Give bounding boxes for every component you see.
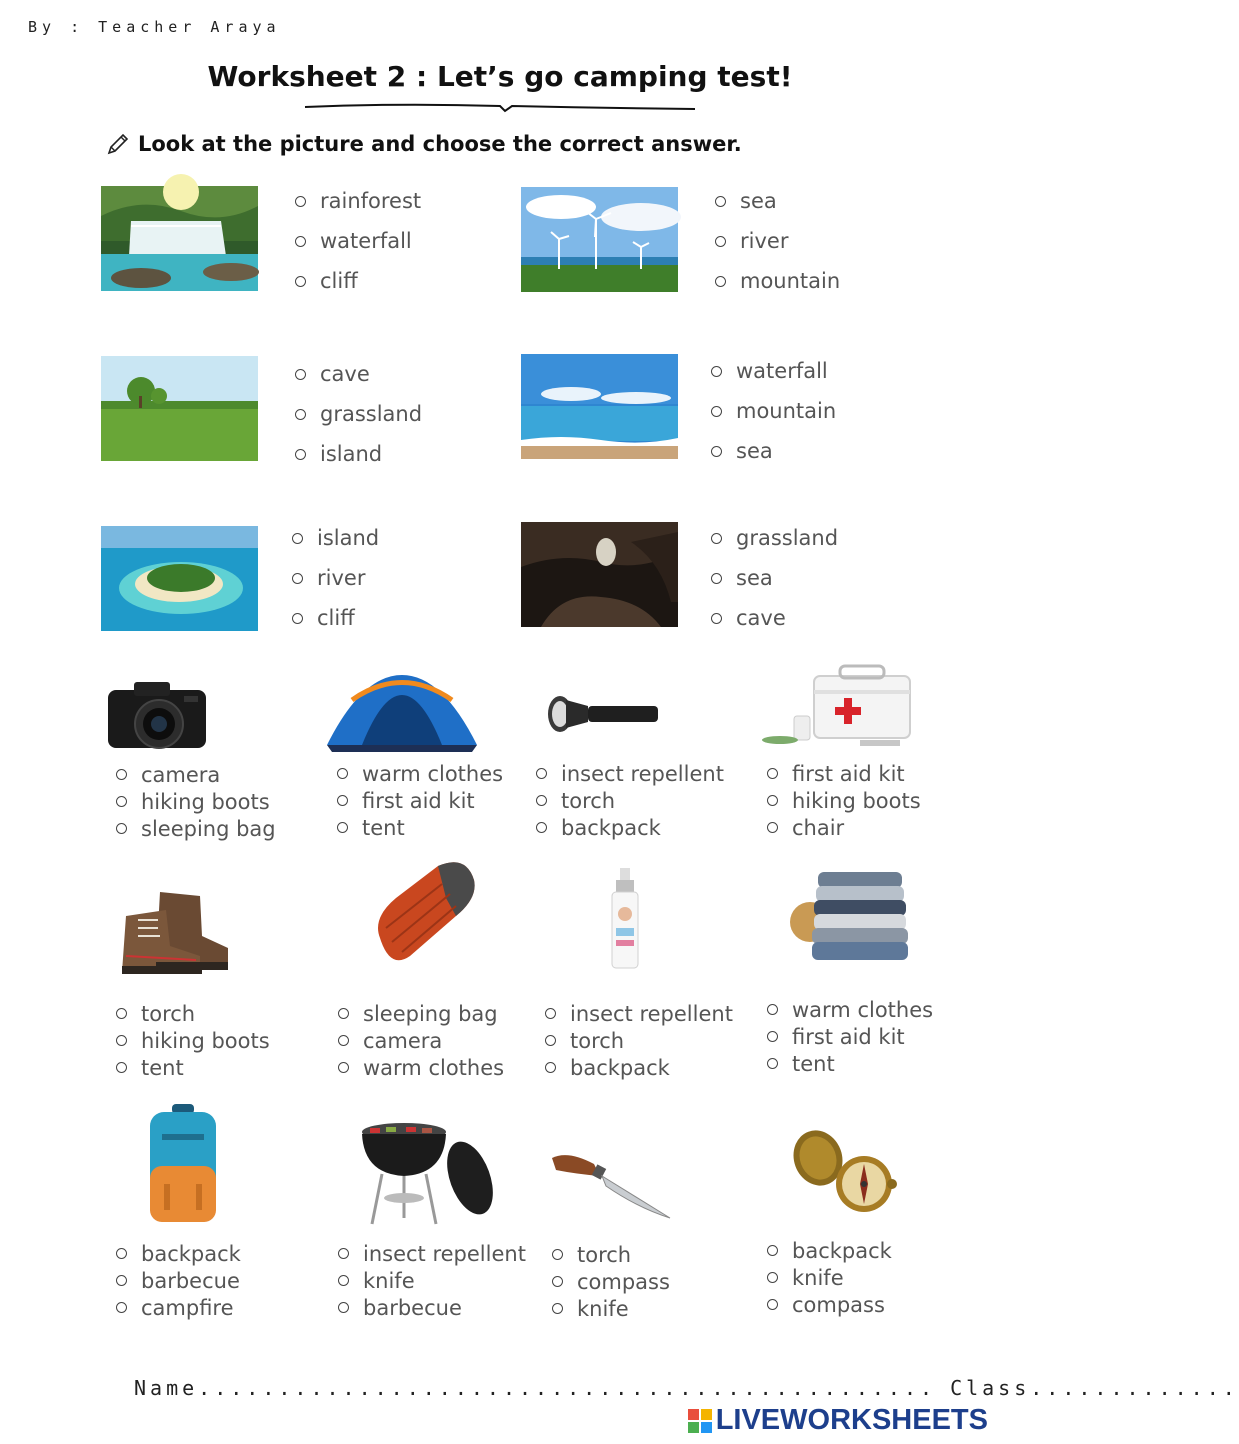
flashlight-picture	[544, 692, 660, 736]
radio-bullet[interactable]	[536, 768, 547, 779]
item-10-options	[338, 1240, 526, 1321]
cave-photo	[521, 522, 678, 627]
option-mountain[interactable]	[715, 261, 840, 301]
option-warm-clothes[interactable]	[337, 760, 503, 787]
option-label: compass	[577, 1269, 670, 1294]
option-label: cliff	[320, 269, 358, 293]
backpack-picture	[142, 1104, 224, 1226]
option-label: compass	[792, 1292, 885, 1317]
scene-1-options	[295, 181, 421, 301]
clothes-stack-picture	[788, 864, 912, 968]
grill-picture	[358, 1118, 494, 1228]
brand-text: LIVEWORKSHEETS	[715, 1404, 988, 1436]
option-label: warm clothes	[363, 1055, 505, 1080]
radio-bullet[interactable]	[767, 1004, 778, 1015]
option-torch[interactable]	[552, 1241, 670, 1268]
instruction-text: Look at the picture and choose the correct answer.	[138, 132, 742, 156]
option-torch[interactable]	[116, 1000, 270, 1027]
option-label: island	[320, 442, 383, 466]
radio-bullet[interactable]	[116, 1062, 127, 1073]
option-label: campfire	[141, 1295, 234, 1320]
class-field[interactable]: Class.............	[950, 1376, 1239, 1400]
option-knife[interactable]	[552, 1295, 670, 1322]
option-label: barbecue	[363, 1295, 462, 1320]
radio-bullet[interactable]	[116, 1035, 127, 1046]
scene-5-options	[292, 518, 379, 638]
knife-picture	[548, 1146, 672, 1220]
option-label: chair	[792, 815, 845, 840]
option-tent[interactable]	[767, 1050, 933, 1077]
radio-bullet[interactable]	[767, 768, 778, 779]
radio-bullet[interactable]	[295, 409, 306, 420]
option-camera[interactable]	[116, 761, 276, 788]
option-label: insect repellent	[363, 1241, 526, 1266]
option-label: insect repellent	[561, 761, 724, 786]
radio-bullet[interactable]	[711, 366, 722, 377]
radio-bullet[interactable]	[116, 823, 127, 834]
option-label: mountain	[736, 399, 837, 423]
option-label: barbecue	[141, 1268, 240, 1293]
option-label: island	[317, 526, 380, 550]
option-label: torch	[570, 1028, 625, 1053]
option-first-aid-kit[interactable]	[337, 787, 503, 814]
option-insect-repellent[interactable]	[545, 1000, 733, 1027]
pencil-icon	[106, 132, 130, 156]
item-7-options	[545, 1000, 733, 1081]
option-cliff[interactable]	[295, 261, 421, 301]
option-camera[interactable]	[338, 1027, 504, 1054]
option-cliff[interactable]	[292, 598, 379, 638]
radio-bullet[interactable]	[116, 1275, 127, 1286]
radio-bullet[interactable]	[767, 1272, 778, 1283]
island-photo	[101, 526, 258, 631]
radio-bullet[interactable]	[767, 1299, 778, 1310]
option-label: backpack	[570, 1055, 670, 1080]
option-hiking-boots[interactable]	[116, 1027, 270, 1054]
scene-6-options	[711, 518, 838, 638]
option-grassland[interactable]	[295, 394, 422, 434]
radio-bullet[interactable]	[338, 1302, 349, 1313]
worksheet-title: Worksheet 2 : Let’s go camping test!	[207, 60, 793, 93]
option-label: sleeping bag	[363, 1001, 498, 1026]
sleeping-bag-picture	[366, 858, 480, 970]
first-aid-box-picture	[760, 664, 916, 750]
option-cave[interactable]	[711, 598, 838, 638]
radio-bullet[interactable]	[292, 613, 303, 624]
option-label: knife	[577, 1296, 629, 1321]
radio-bullet[interactable]	[767, 1245, 778, 1256]
logo-grid-icon	[688, 1409, 712, 1433]
wind-turbines-photo	[521, 187, 678, 292]
radio-bullet[interactable]	[545, 1035, 556, 1046]
option-tent[interactable]	[337, 814, 503, 841]
option-label: tent	[792, 1051, 835, 1076]
option-label: mountain	[740, 269, 841, 293]
option-label: grassland	[736, 526, 839, 550]
option-label: river	[740, 229, 789, 253]
radio-bullet[interactable]	[711, 533, 722, 544]
radio-bullet[interactable]	[337, 795, 348, 806]
radio-bullet[interactable]	[545, 1008, 556, 1019]
scene-4-options	[711, 351, 836, 471]
option-label: hiking boots	[792, 788, 921, 813]
option-sleeping-bag[interactable]	[338, 1000, 504, 1027]
item-8-options	[767, 996, 933, 1077]
student-info	[134, 1376, 1239, 1400]
name-field[interactable]: Name..............................................	[134, 1376, 937, 1400]
option-label: cliff	[317, 606, 355, 630]
option-cave[interactable]	[295, 354, 422, 394]
option-label: knife	[363, 1268, 415, 1293]
radio-bullet[interactable]	[295, 369, 306, 380]
option-grassland[interactable]	[711, 518, 838, 558]
option-waterfall[interactable]	[711, 351, 836, 391]
hiking-boots-picture	[116, 886, 234, 978]
compass-picture	[790, 1128, 902, 1214]
tent-picture	[322, 670, 482, 755]
radio-bullet[interactable]	[711, 406, 722, 417]
item-12-options	[767, 1237, 892, 1318]
item-5-options	[116, 1000, 270, 1081]
camera-picture	[104, 676, 210, 756]
scene-3-options	[295, 354, 422, 474]
item-9-options	[116, 1240, 241, 1321]
waterfall-photo	[101, 186, 258, 291]
radio-bullet[interactable]	[552, 1249, 563, 1260]
option-label: river	[317, 566, 366, 590]
radio-bullet[interactable]	[116, 1302, 127, 1313]
option-compass[interactable]	[552, 1268, 670, 1295]
grassland-photo	[101, 356, 258, 461]
radio-bullet[interactable]	[767, 1058, 778, 1069]
option-label: grassland	[320, 402, 423, 426]
option-label: waterfall	[320, 229, 412, 253]
option-label: first aid kit	[362, 788, 475, 813]
radio-bullet[interactable]	[338, 1008, 349, 1019]
radio-bullet[interactable]	[116, 1248, 127, 1259]
radio-bullet[interactable]	[552, 1303, 563, 1314]
liveworksheets-logo[interactable]	[688, 1404, 988, 1437]
option-torch[interactable]	[536, 787, 724, 814]
option-label: rainforest	[320, 189, 422, 213]
item-2-options	[337, 760, 503, 841]
option-label: cave	[320, 362, 370, 386]
option-backpack[interactable]	[116, 1240, 241, 1267]
option-backpack[interactable]	[545, 1054, 733, 1081]
radio-bullet[interactable]	[295, 449, 306, 460]
option-label: cave	[736, 606, 786, 630]
radio-bullet[interactable]	[116, 1008, 127, 1019]
radio-bullet[interactable]	[767, 1031, 778, 1042]
item-6-options	[338, 1000, 504, 1081]
option-rainforest[interactable]	[295, 181, 421, 221]
option-label: torch	[141, 1001, 196, 1026]
option-river[interactable]	[715, 221, 840, 261]
option-chair[interactable]	[767, 814, 921, 841]
radio-bullet[interactable]	[711, 613, 722, 624]
radio-bullet[interactable]	[295, 236, 306, 247]
option-hiking-boots[interactable]	[116, 788, 276, 815]
radio-bullet[interactable]	[295, 196, 306, 207]
option-label: sea	[736, 439, 773, 463]
radio-bullet[interactable]	[338, 1275, 349, 1286]
option-label: warm clothes	[362, 761, 504, 786]
author-credit: By : Teacher Araya	[28, 18, 281, 36]
option-waterfall[interactable]	[295, 221, 421, 261]
option-knife[interactable]	[767, 1264, 892, 1291]
option-label: camera	[141, 762, 221, 787]
option-label: first aid kit	[792, 1024, 905, 1049]
spray-bottle-picture	[608, 866, 642, 970]
option-river[interactable]	[292, 558, 379, 598]
radio-bullet[interactable]	[116, 769, 127, 780]
option-first-aid-kit[interactable]	[767, 760, 921, 787]
radio-bullet[interactable]	[337, 768, 348, 779]
option-hiking-boots[interactable]	[767, 787, 921, 814]
option-label: knife	[792, 1265, 844, 1290]
option-first-aid-kit[interactable]	[767, 1023, 933, 1050]
option-label: first aid kit	[792, 761, 905, 786]
radio-bullet[interactable]	[711, 446, 722, 457]
option-knife[interactable]	[338, 1267, 526, 1294]
title-underline	[300, 100, 700, 116]
option-label: insect repellent	[570, 1001, 733, 1026]
radio-bullet[interactable]	[292, 533, 303, 544]
radio-bullet[interactable]	[545, 1062, 556, 1073]
instruction	[106, 132, 742, 156]
option-backpack[interactable]	[767, 1237, 892, 1264]
radio-bullet[interactable]	[715, 196, 726, 207]
option-torch[interactable]	[545, 1027, 733, 1054]
option-label: sleeping bag	[141, 816, 276, 841]
radio-bullet[interactable]	[767, 795, 778, 806]
sea-photo	[521, 354, 678, 459]
option-insect-repellent[interactable]	[536, 760, 724, 787]
item-4-options	[767, 760, 921, 841]
option-compass[interactable]	[767, 1291, 892, 1318]
option-sleeping-bag[interactable]	[116, 815, 276, 842]
option-label: backpack	[141, 1241, 241, 1266]
option-label: sea	[736, 566, 773, 590]
option-label: hiking boots	[141, 789, 270, 814]
option-warm-clothes[interactable]	[338, 1054, 504, 1081]
option-label: sea	[740, 189, 777, 213]
item-3-options	[536, 760, 724, 841]
scene-2-options	[715, 181, 840, 301]
option-label: torch	[561, 788, 616, 813]
option-sea[interactable]	[711, 558, 838, 598]
radio-bullet[interactable]	[536, 795, 547, 806]
option-sea[interactable]	[711, 431, 836, 471]
option-label: torch	[577, 1242, 632, 1267]
radio-bullet[interactable]	[715, 236, 726, 247]
option-label: backpack	[792, 1238, 892, 1263]
option-campfire[interactable]	[116, 1294, 241, 1321]
radio-bullet[interactable]	[337, 822, 348, 833]
item-1-options	[116, 761, 276, 842]
radio-bullet[interactable]	[338, 1248, 349, 1259]
radio-bullet[interactable]	[292, 573, 303, 584]
option-label: warm clothes	[792, 997, 934, 1022]
radio-bullet[interactable]	[116, 796, 127, 807]
radio-bullet[interactable]	[767, 822, 778, 833]
radio-bullet[interactable]	[295, 276, 306, 287]
option-label: backpack	[561, 815, 661, 840]
radio-bullet[interactable]	[715, 276, 726, 287]
option-label: tent	[362, 815, 405, 840]
option-label: tent	[141, 1055, 184, 1080]
radio-bullet[interactable]	[338, 1062, 349, 1073]
option-island[interactable]	[292, 518, 379, 558]
option-barbecue[interactable]	[116, 1267, 241, 1294]
option-barbecue[interactable]	[338, 1294, 526, 1321]
option-mountain[interactable]	[711, 391, 836, 431]
option-insect-repellent[interactable]	[338, 1240, 526, 1267]
option-sea[interactable]	[715, 181, 840, 221]
radio-bullet[interactable]	[338, 1035, 349, 1046]
option-warm-clothes[interactable]	[767, 996, 933, 1023]
option-island[interactable]	[295, 434, 422, 474]
option-label: hiking boots	[141, 1028, 270, 1053]
option-label: camera	[363, 1028, 443, 1053]
radio-bullet[interactable]	[536, 822, 547, 833]
item-11-options	[552, 1241, 670, 1322]
option-backpack[interactable]	[536, 814, 724, 841]
option-tent[interactable]	[116, 1054, 270, 1081]
option-label: waterfall	[736, 359, 828, 383]
radio-bullet[interactable]	[552, 1276, 563, 1287]
radio-bullet[interactable]	[711, 573, 722, 584]
